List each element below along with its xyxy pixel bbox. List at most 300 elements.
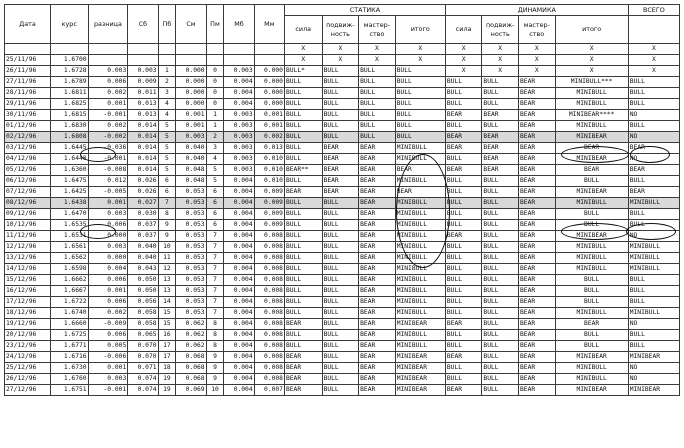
rate-cell: 1.6789	[50, 77, 88, 88]
diff-cell: 0.001	[88, 363, 128, 374]
pm-cell: 6	[206, 187, 224, 198]
sm-cell: 0.053	[176, 297, 206, 308]
pm-cell	[206, 44, 224, 55]
rate-cell: 1.6825	[50, 99, 88, 110]
rate-cell: 1.6811	[50, 88, 88, 99]
pb-cell: 5	[158, 165, 176, 176]
mb-cell: 0.004	[224, 187, 254, 198]
mm-cell: 0.008	[254, 330, 284, 341]
total-cell: BULL	[628, 297, 679, 308]
sm-cell: 0.053	[176, 242, 206, 253]
rate-cell: 1.6830	[50, 121, 88, 132]
table-row	[5, 385, 680, 396]
table-row	[5, 352, 680, 363]
sm-cell: 0.053	[176, 308, 206, 319]
dynamic-result-cell: BULL	[555, 330, 628, 341]
rate-cell: 1.6660	[50, 319, 88, 330]
static-result-cell: X	[395, 44, 445, 55]
rate-cell: 1.6760	[50, 374, 88, 385]
static-mastery-cell: BEAR	[359, 154, 396, 165]
static-mobility-cell: BEAR	[322, 176, 359, 187]
mm-cell: 0.000	[254, 88, 284, 99]
dynamic-force-cell: BULL	[445, 176, 482, 187]
pb-cell: 14	[158, 297, 176, 308]
static-result-cell: BULL	[395, 88, 445, 99]
static-mobility-cell: BEAR	[322, 154, 359, 165]
pm-cell: 7	[206, 286, 224, 297]
date-cell: 06/12/96	[5, 176, 51, 187]
sm-cell: 0.062	[176, 330, 206, 341]
table-row	[5, 275, 680, 286]
date-cell: 10/12/96	[5, 220, 51, 231]
table-row	[5, 286, 680, 297]
mm-cell: 0.007	[254, 385, 284, 396]
dynamic-mastery-cell: X	[518, 66, 555, 77]
mm-cell: 0.008	[254, 352, 284, 363]
diff-cell: -0.002	[88, 132, 128, 143]
diff-cell: -0.005	[88, 187, 128, 198]
mm-cell: 0.009	[254, 220, 284, 231]
total-cell: BULL	[628, 77, 679, 88]
pb-cell: 16	[158, 330, 176, 341]
pm-cell: 8	[206, 330, 224, 341]
mb-cell: 0.003	[224, 110, 254, 121]
dynamic-mastery-cell: BEAR	[518, 341, 555, 352]
pb-cell: 19	[158, 385, 176, 396]
mb-cell: 0.004	[224, 275, 254, 286]
dynamic-force-cell: BEAR	[445, 352, 482, 363]
rate-cell: 1.6562	[50, 253, 88, 264]
dynamic-mobility-cell: BULL	[482, 330, 519, 341]
dynamic-mobility-cell: BULL	[482, 253, 519, 264]
static-result-cell: MINIBULL	[395, 209, 445, 220]
static-force-cell: BULL	[284, 242, 322, 253]
static-mobility-cell: BULL	[322, 308, 359, 319]
pm-cell: 4	[206, 154, 224, 165]
mm-cell: 0.013	[254, 143, 284, 154]
static-mastery-cell: BEAR	[359, 308, 396, 319]
rate-cell: 1.6438	[50, 198, 88, 209]
date-cell: 27/11/96	[5, 77, 51, 88]
table-row	[5, 44, 680, 55]
group-header-dynamics: ДИНАМИКА	[445, 5, 628, 16]
pm-cell: 7	[206, 253, 224, 264]
total-cell: BULL	[628, 176, 679, 187]
static-mobility-cell: X	[322, 55, 359, 66]
static-mastery-cell: BULL	[359, 99, 396, 110]
sm-cell: 0.040	[176, 143, 206, 154]
col-header-dynamic-mobility: подвиж-ность	[482, 16, 519, 44]
static-force-cell: BULL	[284, 209, 322, 220]
date-cell: 01/12/96	[5, 121, 51, 132]
sm-cell: 0.068	[176, 363, 206, 374]
static-mobility-cell: BULL	[322, 198, 359, 209]
mb-cell: 0.004	[224, 242, 254, 253]
static-result-cell: BULL	[395, 110, 445, 121]
col-header-mm: Мм	[254, 5, 284, 44]
static-result-cell: BEAR	[395, 187, 445, 198]
pb-cell: 19	[158, 374, 176, 385]
table-row	[5, 143, 680, 154]
mb-cell: 0.004	[224, 253, 254, 264]
static-mastery-cell: BULL	[359, 110, 396, 121]
dynamic-result-cell: MINIBULL	[555, 253, 628, 264]
mm-cell: 0.010	[254, 176, 284, 187]
pb-cell: 18	[158, 363, 176, 374]
mb-cell: 0.004	[224, 77, 254, 88]
sb-cell: 0.037	[128, 231, 158, 242]
dynamic-mastery-cell: BEAR	[518, 308, 555, 319]
pb-cell: 3	[158, 88, 176, 99]
static-mobility-cell: BULL	[322, 253, 359, 264]
dynamic-force-cell: X	[445, 44, 482, 55]
dynamic-mastery-cell: BEAR	[518, 220, 555, 231]
dynamic-result-cell: BULL	[555, 297, 628, 308]
dynamic-result-cell: MINIBULL	[555, 363, 628, 374]
static-result-cell: MINIBULL	[395, 242, 445, 253]
mm-cell: 0.008	[254, 374, 284, 385]
sm-cell: 0.003	[176, 132, 206, 143]
mb-cell: 0.003	[224, 121, 254, 132]
rate-cell: 1.6722	[50, 297, 88, 308]
static-force-cell: BULL	[284, 341, 322, 352]
dynamic-force-cell: BULL	[445, 77, 482, 88]
rate-cell: 1.6716	[50, 352, 88, 363]
total-cell: BULL	[628, 275, 679, 286]
table-row	[5, 66, 680, 77]
dynamic-mastery-cell: BEAR	[518, 209, 555, 220]
date-cell: 04/12/96	[5, 154, 51, 165]
sm-cell: 0.068	[176, 374, 206, 385]
dynamic-mobility-cell: BULL	[482, 264, 519, 275]
sm-cell: 0.048	[176, 176, 206, 187]
pb-cell	[158, 55, 176, 66]
dynamic-mobility-cell: BULL	[482, 286, 519, 297]
table-row	[5, 176, 680, 187]
static-force-cell: BULL	[284, 253, 322, 264]
mb-cell: 0.004	[224, 308, 254, 319]
col-header-static-result: итого	[395, 16, 445, 44]
static-mastery-cell: BEAR	[359, 242, 396, 253]
mm-cell: 0.008	[254, 242, 284, 253]
sb-cell: 0.014	[128, 132, 158, 143]
total-cell: BULL	[628, 209, 679, 220]
static-mastery-cell: BEAR	[359, 341, 396, 352]
static-force-cell: BULL	[284, 176, 322, 187]
total-cell: BULL	[628, 99, 679, 110]
pb-cell: 13	[158, 275, 176, 286]
mb-cell: 0.004	[224, 198, 254, 209]
static-force-cell: BULL	[284, 121, 322, 132]
total-cell: BEAR	[628, 143, 679, 154]
col-header-pb: Пб	[158, 5, 176, 44]
total-cell: MINIBULL	[628, 242, 679, 253]
rate-cell: 1.6700	[50, 55, 88, 66]
pm-cell: 5	[206, 176, 224, 187]
static-result-cell: BULL	[395, 99, 445, 110]
table-row	[5, 121, 680, 132]
diff-cell	[88, 44, 128, 55]
col-header-dynamic-mastery: мастер-ство	[518, 16, 555, 44]
dynamic-mastery-cell: BEAR	[518, 165, 555, 176]
static-mobility-cell: BULL	[322, 88, 359, 99]
table-row	[5, 132, 680, 143]
sb-cell: 0.070	[128, 352, 158, 363]
rate-cell: 1.6728	[50, 66, 88, 77]
dynamic-mastery-cell: BEAR	[518, 242, 555, 253]
dynamic-force-cell: BULL	[445, 308, 482, 319]
sb-cell: 0.014	[128, 165, 158, 176]
rate-cell: 1.6440	[50, 154, 88, 165]
sb-cell: 0.013	[128, 110, 158, 121]
dynamic-mobility-cell: BULL	[482, 187, 519, 198]
dynamic-force-cell: BULL	[445, 209, 482, 220]
mm-cell: 0.008	[254, 319, 284, 330]
rate-cell: 1.6730	[50, 363, 88, 374]
total-cell: X	[628, 44, 679, 55]
dynamic-force-cell: BEAR	[445, 143, 482, 154]
total-cell: MINIBEAR	[628, 385, 679, 396]
dynamic-mastery-cell: BEAR	[518, 352, 555, 363]
static-mobility-cell: BULL	[322, 286, 359, 297]
sm-cell: 0.040	[176, 154, 206, 165]
date-cell: 26/11/96	[5, 66, 51, 77]
dynamic-result-cell: MINIBEAR	[555, 132, 628, 143]
static-force-cell: BEAR	[284, 319, 322, 330]
mm-cell: 0.008	[254, 231, 284, 242]
static-mastery-cell: X	[359, 55, 396, 66]
dynamic-force-cell: BULL	[445, 297, 482, 308]
pb-cell: 5	[158, 143, 176, 154]
dynamic-force-cell: BULL	[445, 187, 482, 198]
diff-cell: -0.009	[88, 319, 128, 330]
dynamic-result-cell: MINIBULL	[555, 374, 628, 385]
dynamic-result-cell: X	[555, 55, 628, 66]
pb-cell: 15	[158, 308, 176, 319]
mm-cell: 0.000	[254, 99, 284, 110]
pb-cell: 8	[158, 209, 176, 220]
date-cell: 17/12/96	[5, 297, 51, 308]
table-row	[5, 99, 680, 110]
date-cell: 24/12/96	[5, 352, 51, 363]
pm-cell: 9	[206, 352, 224, 363]
total-cell: MINIBULL	[628, 308, 679, 319]
dynamic-mastery-cell: BEAR	[518, 132, 555, 143]
date-cell: 18/12/96	[5, 308, 51, 319]
mm-cell: 0.001	[254, 110, 284, 121]
static-result-cell: MINIBULL	[395, 253, 445, 264]
static-mobility-cell: BULL	[322, 132, 359, 143]
static-force-cell: BULL	[284, 99, 322, 110]
total-cell: BULL	[628, 286, 679, 297]
static-mobility-cell: BULL	[322, 242, 359, 253]
diff-cell: -0.001	[88, 154, 128, 165]
dynamic-mastery-cell: BEAR	[518, 330, 555, 341]
col-header-dynamic-force: сила	[445, 16, 482, 44]
rate-cell: 1.6771	[50, 341, 88, 352]
total-cell: MINIBEAR	[628, 352, 679, 363]
dynamic-mobility-cell: BULL	[482, 121, 519, 132]
dynamic-mobility-cell: BULL	[482, 275, 519, 286]
static-mastery-cell: BEAR	[359, 385, 396, 396]
table-row	[5, 88, 680, 99]
static-force-cell: BEAR**	[284, 165, 322, 176]
dynamic-mobility-cell: X	[482, 66, 519, 77]
static-result-cell: MINIBEAR	[395, 319, 445, 330]
date-cell: 11/12/96	[5, 231, 51, 242]
static-mobility-cell: BULL	[322, 99, 359, 110]
rate-cell: 1.6667	[50, 286, 88, 297]
mb-cell: 0.004	[224, 385, 254, 396]
rate-cell: 1.6360	[50, 165, 88, 176]
date-cell: 02/12/96	[5, 132, 51, 143]
static-force-cell: BULL	[284, 275, 322, 286]
mb-cell: 0.003	[224, 154, 254, 165]
dynamic-mobility-cell: BULL	[482, 198, 519, 209]
static-mastery-cell: BEAR	[359, 330, 396, 341]
group-header-total: ВСЕГО	[628, 5, 679, 16]
static-mastery-cell: BEAR	[359, 319, 396, 330]
dynamic-force-cell: BULL	[445, 330, 482, 341]
dynamic-mobility-cell: BULL	[482, 341, 519, 352]
dynamic-result-cell: BULL	[555, 209, 628, 220]
dynamic-mobility-cell: BULL	[482, 176, 519, 187]
static-force-cell: BULL	[284, 77, 322, 88]
static-result-cell: MINIBULL	[395, 297, 445, 308]
dynamic-mobility-cell: BULL	[482, 319, 519, 330]
table-row	[5, 187, 680, 198]
date-cell: 19/12/96	[5, 319, 51, 330]
mm-cell: 0.000	[254, 66, 284, 77]
mm-cell: 0.008	[254, 253, 284, 264]
dynamic-mobility-cell: BULL	[482, 209, 519, 220]
sb-cell: 0.058	[128, 319, 158, 330]
table-row	[5, 341, 680, 352]
dynamic-force-cell: BULL	[445, 341, 482, 352]
dynamic-force-cell: BULL	[445, 374, 482, 385]
static-mobility-cell: BEAR	[322, 165, 359, 176]
dynamic-mobility-cell: BEAR	[482, 132, 519, 143]
pm-cell: 7	[206, 231, 224, 242]
diff-cell: -0.008	[88, 165, 128, 176]
date-cell: 26/12/96	[5, 374, 51, 385]
dynamic-force-cell: BULL	[445, 198, 482, 209]
static-mastery-cell: BEAR	[359, 286, 396, 297]
pb-cell: 10	[158, 242, 176, 253]
static-mastery-cell: BULL	[359, 88, 396, 99]
static-force-cell: BEAR	[284, 363, 322, 374]
static-mastery-cell: BEAR	[359, 209, 396, 220]
dynamic-mobility-cell: BULL	[482, 374, 519, 385]
mb-cell	[224, 44, 254, 55]
sm-cell: 0.001	[176, 121, 206, 132]
diff-cell: -0.006	[88, 352, 128, 363]
date-cell: 23/12/96	[5, 341, 51, 352]
static-result-cell: BEAR	[395, 165, 445, 176]
diff-cell: 0.005	[88, 341, 128, 352]
diff-cell: 0.003	[88, 66, 128, 77]
static-mobility-cell: BULL	[322, 352, 359, 363]
table-row	[5, 297, 680, 308]
sm-cell	[176, 44, 206, 55]
mm-cell: 0.002	[254, 132, 284, 143]
diff-cell: 0.002	[88, 88, 128, 99]
dynamic-mastery-cell: BEAR	[518, 143, 555, 154]
sb-cell: 0.065	[128, 330, 158, 341]
pb-cell: 7	[158, 198, 176, 209]
table-row	[5, 264, 680, 275]
dynamic-mobility-cell: BULL	[482, 220, 519, 231]
table-row	[5, 77, 680, 88]
static-result-cell: MINIBULL	[395, 198, 445, 209]
pm-cell: 0	[206, 66, 224, 77]
sm-cell: 0.001	[176, 110, 206, 121]
dynamic-force-cell: BEAR	[445, 319, 482, 330]
dynamic-force-cell: BULL	[445, 253, 482, 264]
dynamic-force-cell: BULL	[445, 99, 482, 110]
pm-cell: 7	[206, 264, 224, 275]
dynamic-mobility-cell: BEAR	[482, 154, 519, 165]
sb-cell: 0.011	[128, 88, 158, 99]
mb-cell: 0.003	[224, 165, 254, 176]
total-cell: NO	[628, 374, 679, 385]
mb-cell: 0.004	[224, 176, 254, 187]
diff-cell: -0.001	[88, 110, 128, 121]
dynamic-result-cell: MINIBEAR	[555, 352, 628, 363]
date-cell: 25/11/96	[5, 55, 51, 66]
static-mastery-cell: BULL	[359, 66, 396, 77]
mm-cell: 0.010	[254, 154, 284, 165]
dynamic-mobility-cell: BULL	[482, 385, 519, 396]
static-result-cell: MINIBULL	[395, 176, 445, 187]
dynamic-result-cell: MINIBEAR****	[555, 110, 628, 121]
dynamic-mastery-cell: BEAR	[518, 385, 555, 396]
sm-cell: 0.069	[176, 385, 206, 396]
mm-cell: 0.008	[254, 308, 284, 319]
col-header-dynamic-result: итого	[555, 16, 628, 44]
pm-cell: 7	[206, 297, 224, 308]
mb-cell	[224, 55, 254, 66]
diff-cell: -0.036	[88, 143, 128, 154]
dynamic-mastery-cell: BEAR	[518, 198, 555, 209]
pb-cell: 6	[158, 176, 176, 187]
static-result-cell: MINIBULL	[395, 308, 445, 319]
col-header-static-mobility: подвиж-ность	[322, 16, 359, 44]
dynamic-mobility-cell: BULL	[482, 242, 519, 253]
static-force-cell: BEAR	[284, 187, 322, 198]
static-mastery-cell: BULL	[359, 132, 396, 143]
dynamic-result-cell: BULL	[555, 176, 628, 187]
static-mobility-cell: BULL	[322, 66, 359, 77]
static-result-cell: X	[395, 55, 445, 66]
diff-cell: 0.006	[88, 330, 128, 341]
pb-cell: 4	[158, 99, 176, 110]
mb-cell: 0.004	[224, 209, 254, 220]
dynamic-result-cell: MINIBULL	[555, 242, 628, 253]
pb-cell: 15	[158, 319, 176, 330]
col-header-sb: Сб	[128, 5, 158, 44]
mb-cell: 0.003	[224, 143, 254, 154]
static-force-cell: BULL	[284, 297, 322, 308]
dynamic-force-cell: BEAR	[445, 385, 482, 396]
static-result-cell: MINIBULL	[395, 275, 445, 286]
table-row	[5, 363, 680, 374]
static-mobility-cell: BULL	[322, 374, 359, 385]
pm-cell: 9	[206, 363, 224, 374]
date-cell: 30/11/96	[5, 110, 51, 121]
static-force-cell: BULL*	[284, 66, 322, 77]
dynamic-mobility-cell: BULL	[482, 352, 519, 363]
